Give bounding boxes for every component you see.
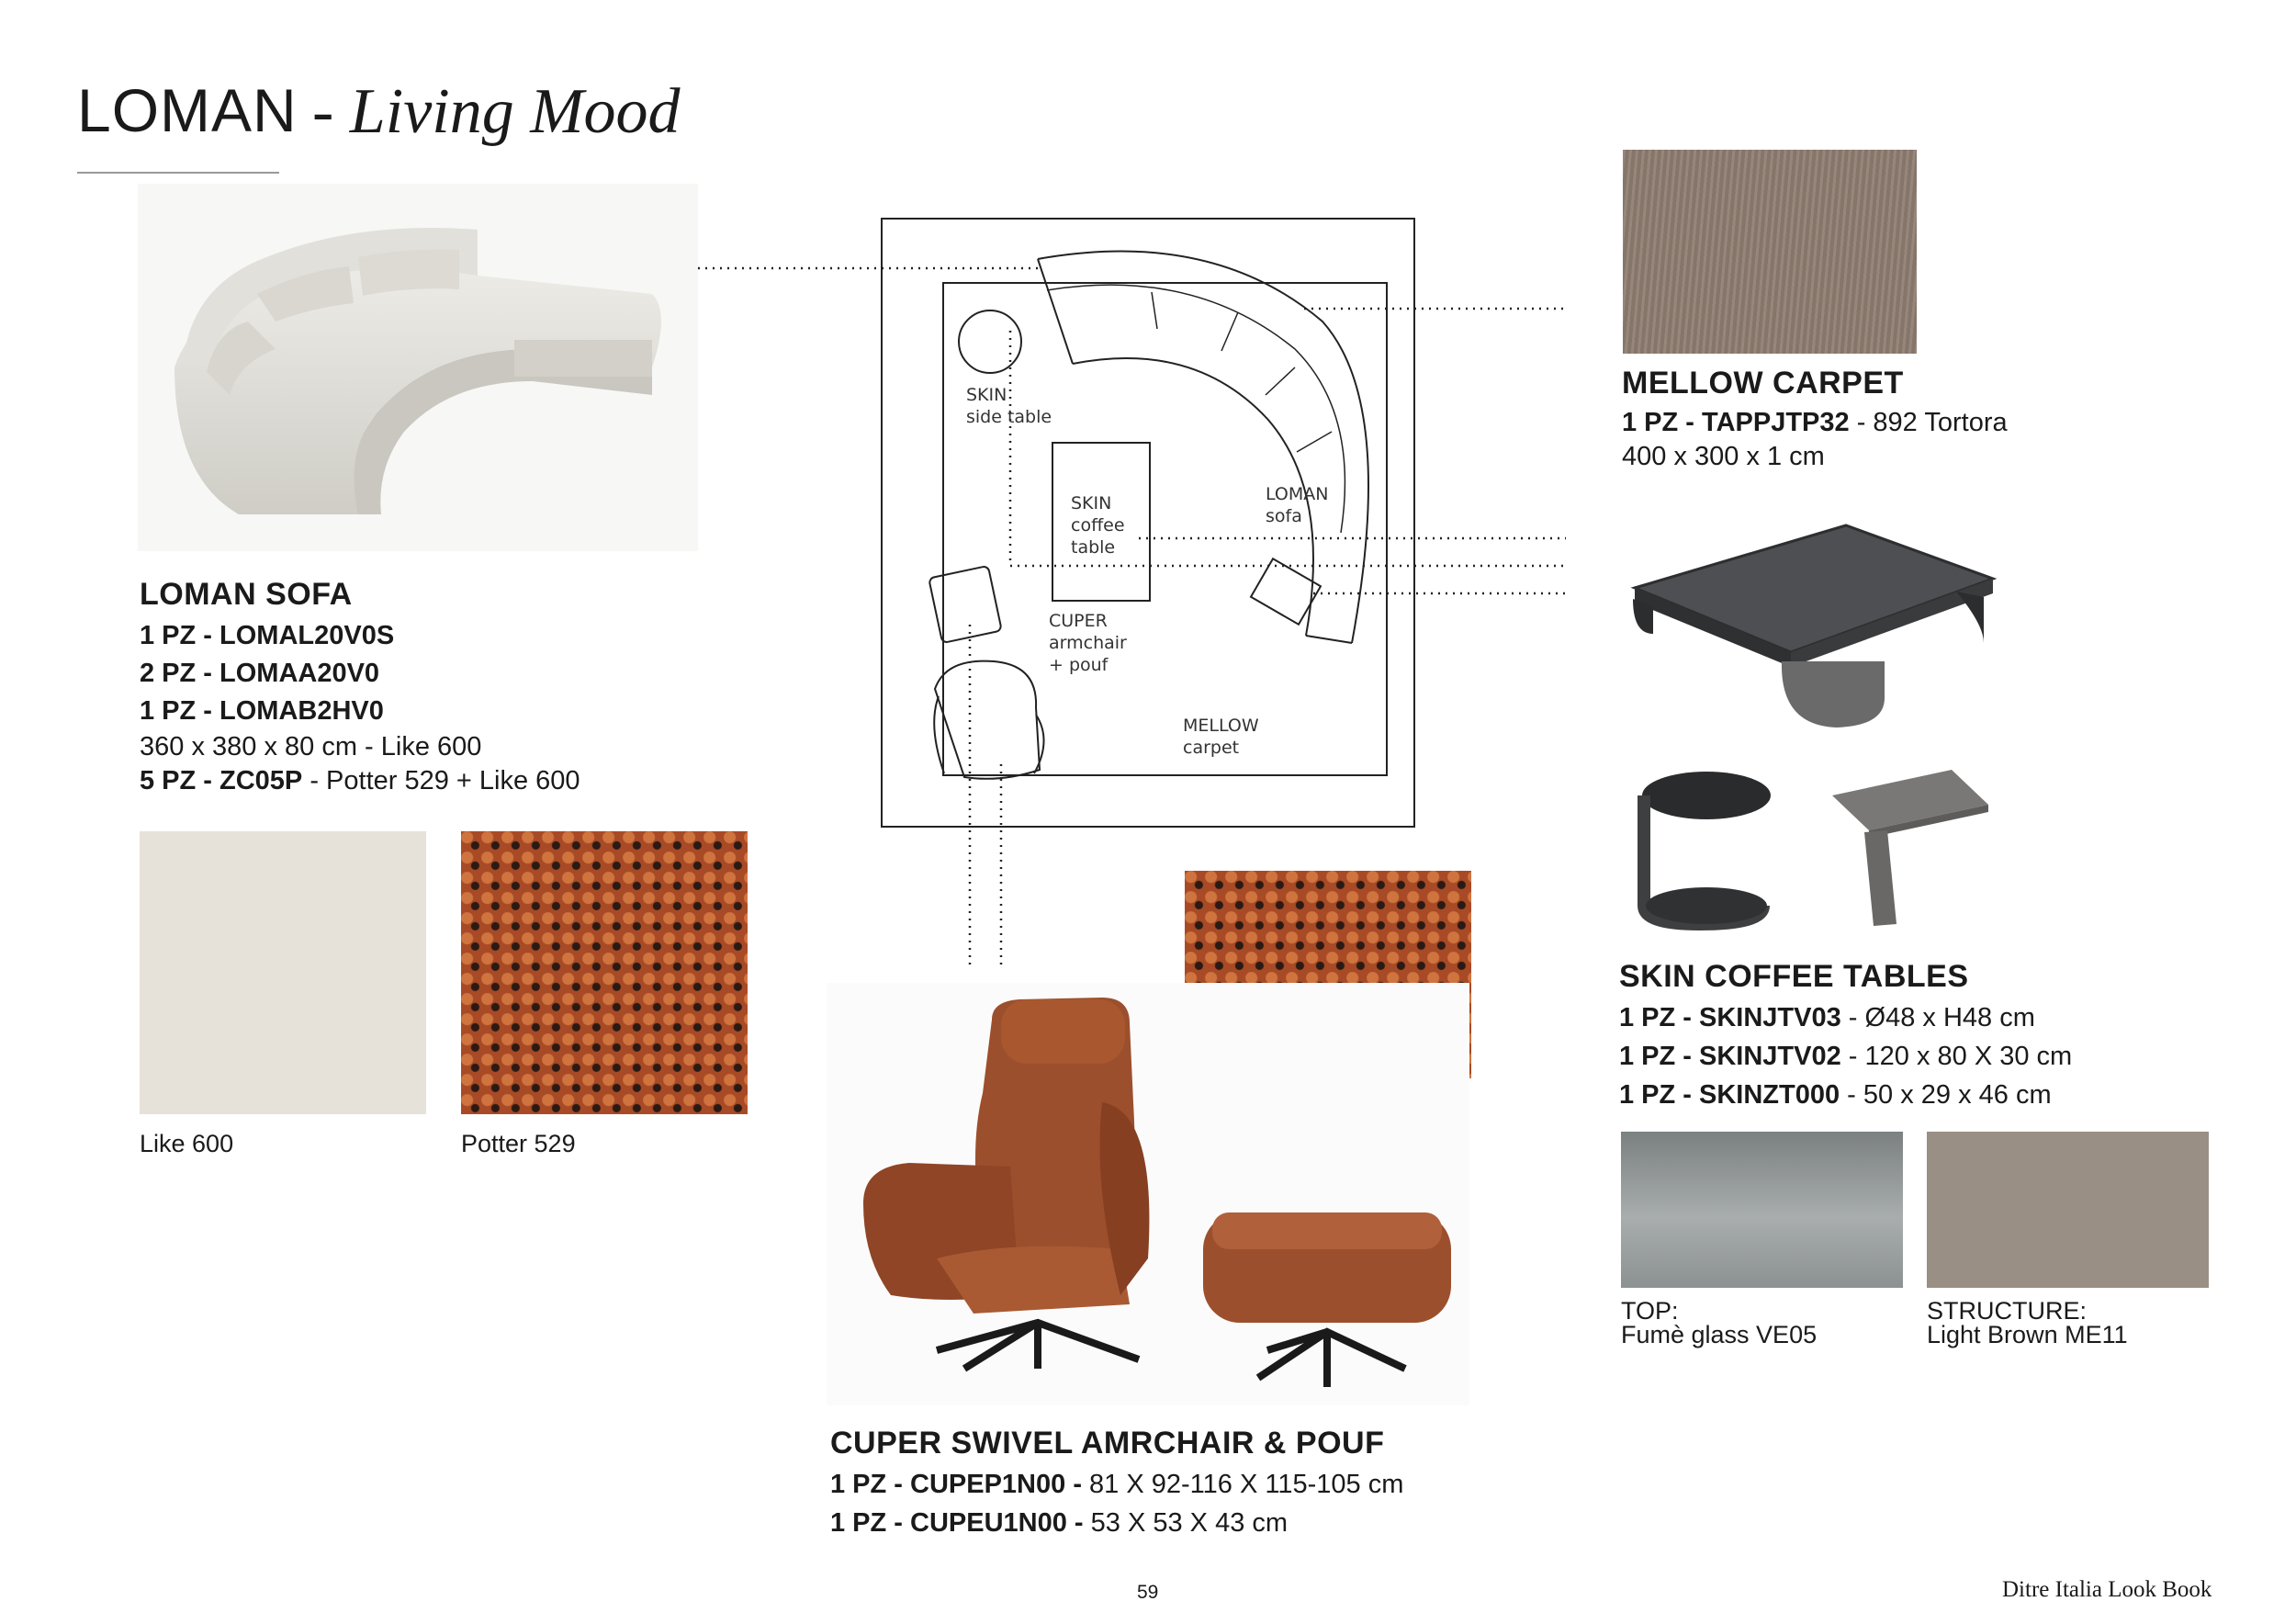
armchair-pouf-image bbox=[827, 983, 1469, 1405]
svg-text:SKIN bbox=[966, 385, 1007, 405]
swatch-label-top: TOP: Fumè glass VE05 bbox=[1621, 1297, 1818, 1348]
carpet-title: MELLOW CARPET bbox=[1622, 366, 1904, 400]
plan-side-table bbox=[959, 310, 1021, 373]
swatch-like-600 bbox=[140, 831, 426, 1114]
armchair-line-2: 1 PZ - CUPEU1N00 - 53 X 53 X 43 cm bbox=[830, 1508, 1289, 1538]
page-title: LOMAN bbox=[77, 76, 298, 144]
swatch-light-brown bbox=[1927, 1132, 2209, 1288]
coffee-table-image bbox=[1616, 514, 2002, 753]
sofa-line-4: 360 x 380 x 80 cm - Like 600 bbox=[140, 732, 482, 761]
svg-text:table: table bbox=[1071, 537, 1116, 558]
svg-text:MELLOW: MELLOW bbox=[1183, 716, 1259, 736]
plan-label-side-table-1: SKIN bbox=[966, 385, 1007, 405]
carpet-size: 400 x 300 x 1 cm bbox=[1622, 442, 1825, 471]
page-subtitle: - Living Mood bbox=[312, 76, 681, 147]
svg-text:armchair: armchair bbox=[1049, 633, 1127, 653]
book-title: Ditre Italia Look Book bbox=[2002, 1577, 2212, 1602]
svg-text:LOMAN: LOMAN bbox=[1266, 484, 1329, 504]
side-table-slab-image bbox=[1823, 759, 1998, 933]
carpet-image bbox=[1623, 150, 1917, 354]
sofa-line-3: 1 PZ - LOMAB2HV0 bbox=[140, 696, 384, 726]
sofa-line-5: 5 PZ - ZC05P - Potter 529 + Like 600 bbox=[140, 766, 580, 795]
svg-text:side table bbox=[966, 407, 1052, 427]
tables-line-2: 1 PZ - SKINJTV02 - 120 x 80 X 30 cm bbox=[1619, 1042, 2073, 1071]
svg-text:sofa: sofa bbox=[1266, 506, 1302, 526]
sofa-image bbox=[138, 184, 698, 551]
title-divider bbox=[77, 172, 279, 174]
page-number: 59 bbox=[1137, 1582, 1159, 1603]
sofa-line-2: 2 PZ - LOMAA20V0 bbox=[140, 659, 380, 688]
plan-label-side-table-2: side table bbox=[966, 407, 1052, 427]
plan-room bbox=[882, 219, 1414, 827]
plan-pouf bbox=[929, 566, 1002, 643]
swatch-label-structure: STRUCTURE: Light Brown ME11 bbox=[1927, 1297, 2128, 1348]
swatch-fume-glass bbox=[1621, 1132, 1903, 1288]
swatch-label-like-600: Like 600 bbox=[140, 1130, 234, 1157]
side-table-round-image bbox=[1626, 759, 1773, 933]
tables-line-3: 1 PZ - SKINZT000 - 50 x 29 x 46 cm bbox=[1619, 1080, 2052, 1110]
swatch-label-potter-529: Potter 529 bbox=[461, 1130, 576, 1157]
plan-armchair bbox=[935, 661, 1040, 779]
svg-text:CUPER: CUPER bbox=[1049, 611, 1108, 631]
svg-text:+ pouf: + pouf bbox=[1049, 655, 1109, 675]
armchair-title: CUPER SWIVEL AMRCHAIR & POUF bbox=[830, 1426, 1385, 1460]
tables-line-1: 1 PZ - SKINJTV03 - Ø48 x H48 cm bbox=[1619, 1003, 2035, 1032]
sofa-line-1: 1 PZ - LOMAL20V0S bbox=[140, 621, 395, 650]
svg-text:SKIN: SKIN bbox=[1071, 493, 1112, 513]
sofa-title: LOMAN SOFA bbox=[140, 577, 353, 612]
carpet-code-line: 1 PZ - TAPPJTP32 - 892 Tortora bbox=[1622, 408, 2008, 437]
tables-title: SKIN COFFEE TABLES bbox=[1619, 959, 1969, 994]
armchair-line-1: 1 PZ - CUPEP1N00 - 81 X 92-116 X 115-105 cm bbox=[830, 1470, 1404, 1499]
floor-plan bbox=[698, 211, 1589, 974]
svg-text:coffee: coffee bbox=[1071, 515, 1125, 536]
svg-text:carpet: carpet bbox=[1183, 738, 1240, 758]
